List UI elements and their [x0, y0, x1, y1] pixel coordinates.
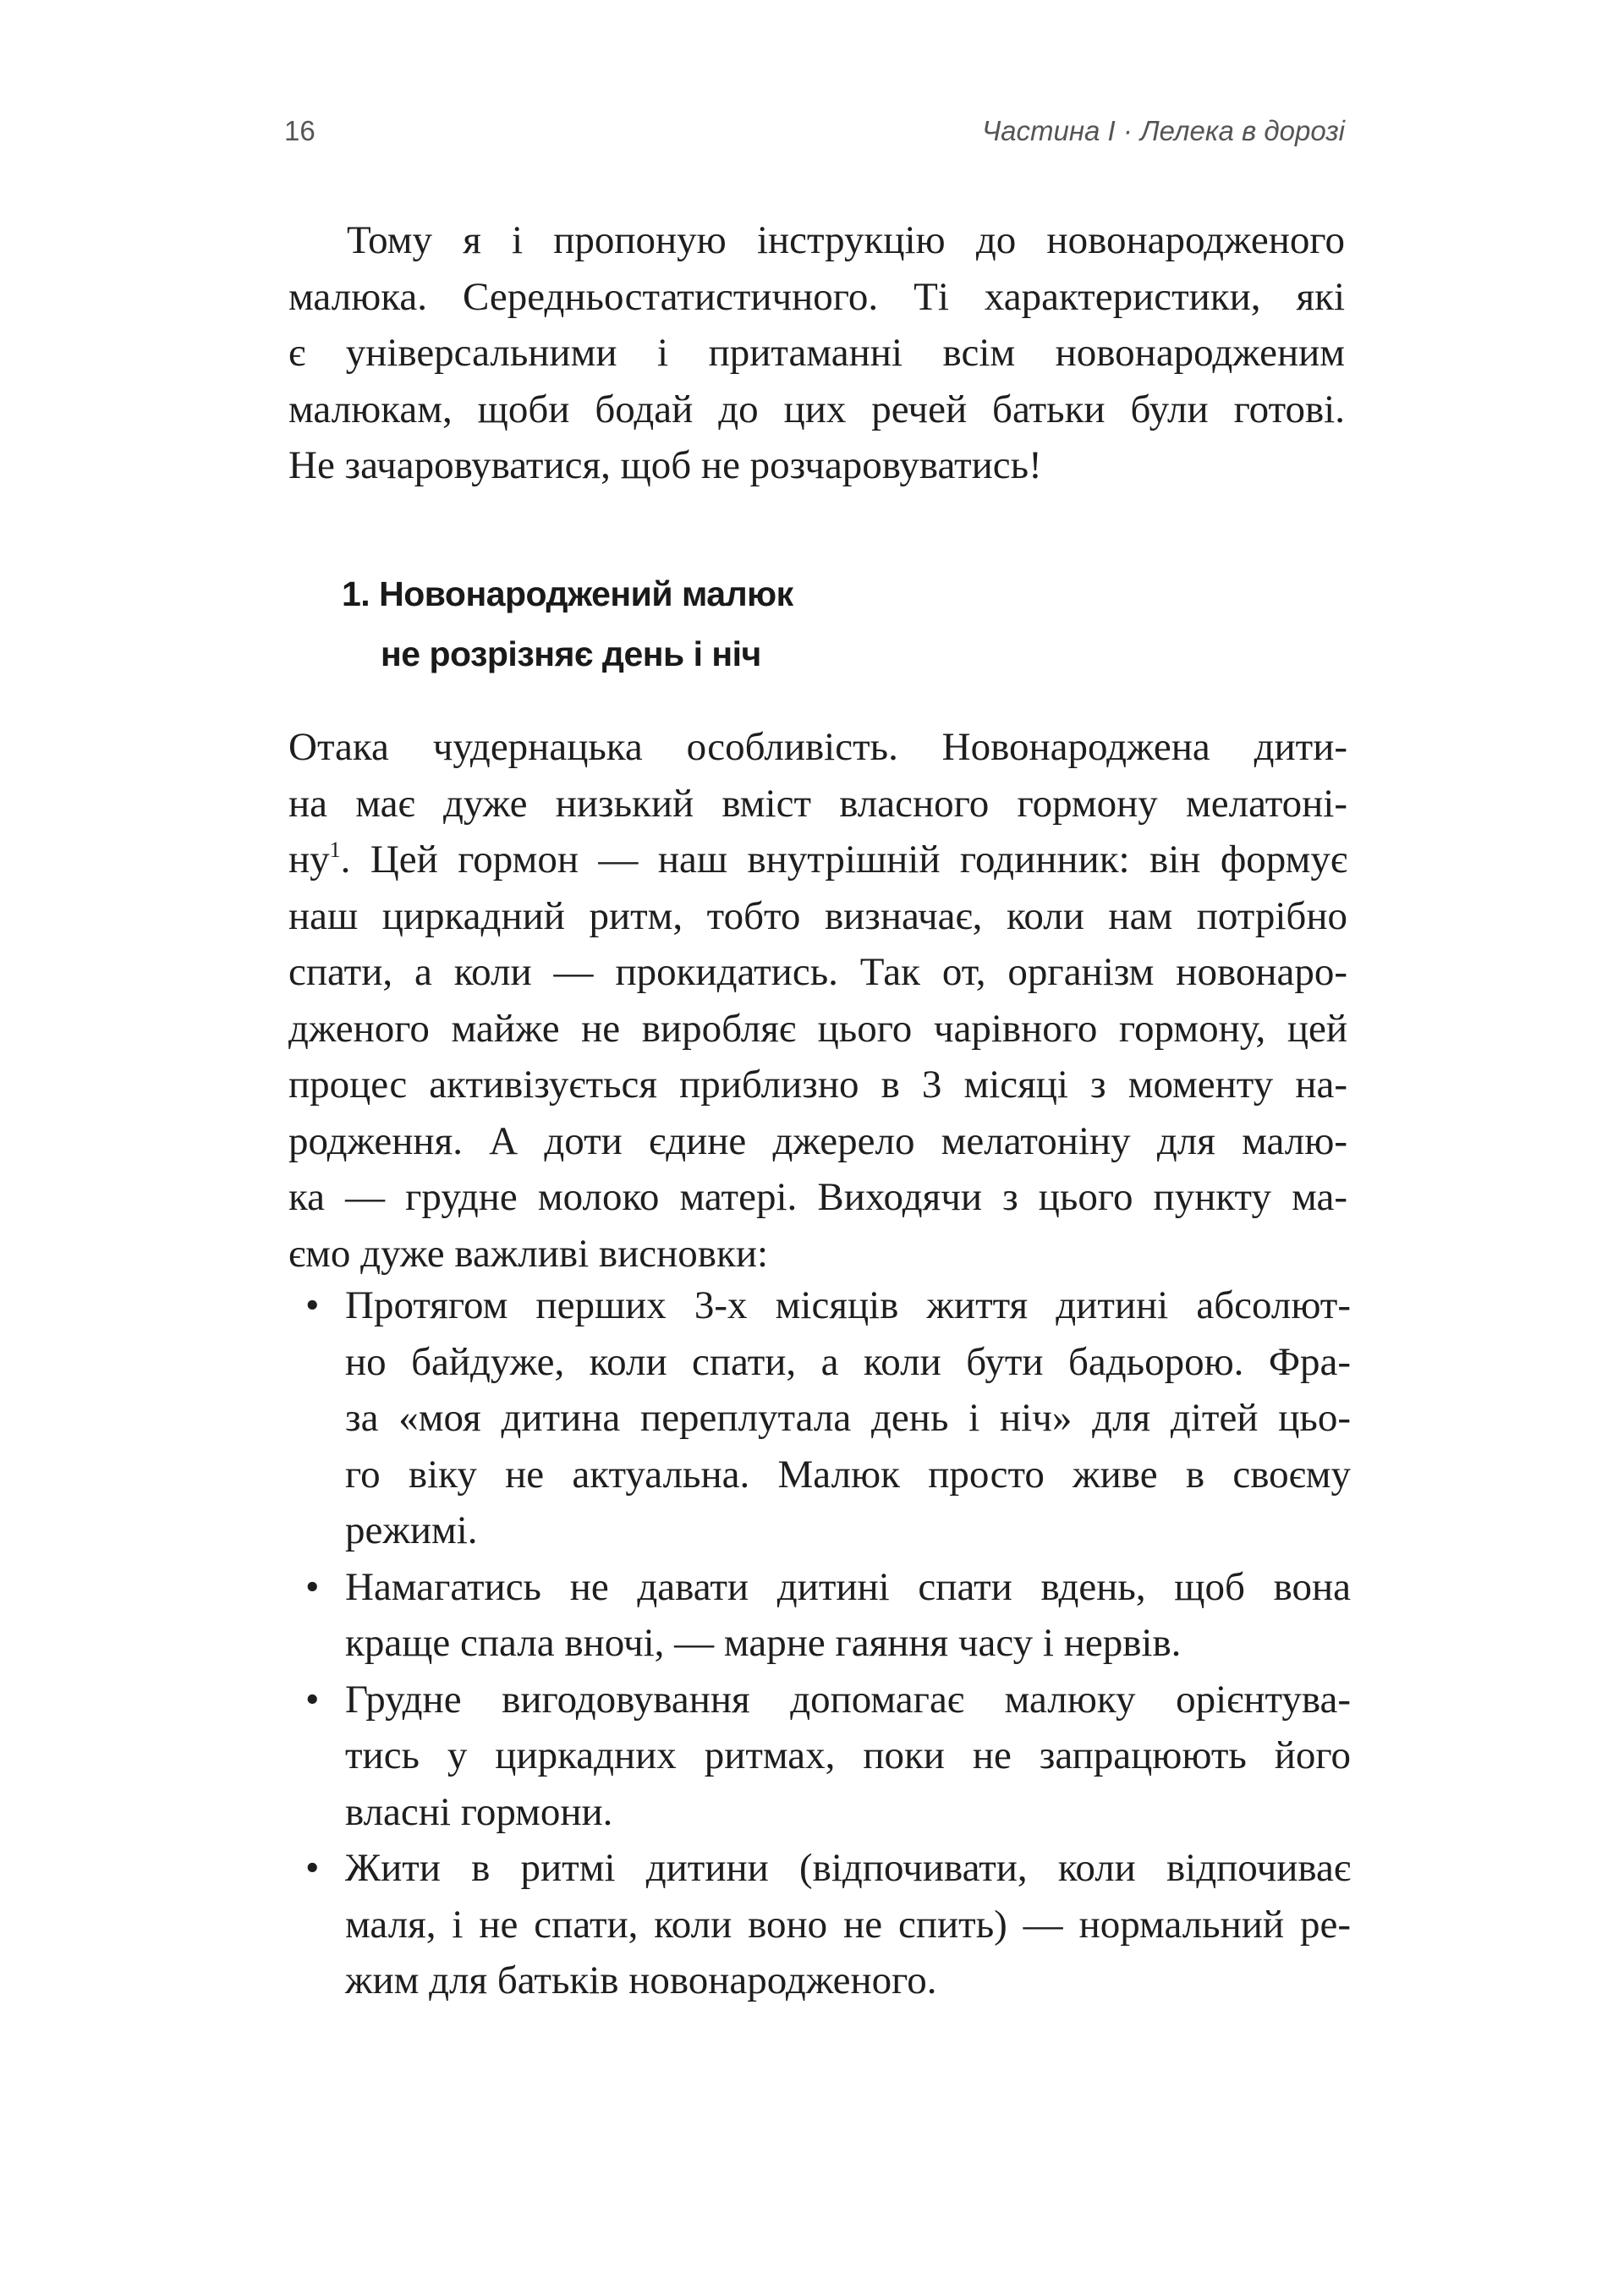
bullet-list [305, 1277, 1351, 2009]
text-line: краще спала вночі, — марне гаяння часу і нервів. [345, 1621, 1182, 1665]
text-line: но байдуже, коли спати, а коли бути бадьорою. Фра- [345, 1339, 1351, 1384]
text-line: Грудне вигодовування допомагає малюку орієнтува- [345, 1677, 1351, 1722]
running-title: Частина І · Лелека в дорозі [981, 115, 1345, 146]
text-segment: ну [288, 838, 330, 882]
body-paragraph [288, 719, 1347, 1282]
text-line: Жити в ритмі дитини (відпочивати, коли відпочиває [345, 1846, 1351, 1890]
text-line: жим для батьків новонародженого. [345, 1958, 937, 2002]
text-line: Отака чудернацька особливість. Новонароджена дити- [288, 725, 1347, 769]
text-line: малюкам, щоби бодай до цих речей батьки були готові. [288, 387, 1345, 431]
list-item [305, 1672, 1351, 1841]
text-line: спати, а коли — прокидатись. Так от, організм новонаро- [288, 950, 1347, 994]
text-line: маля, і не спати, коли воно не спить) — нормальний ре- [345, 1902, 1351, 1947]
text-line: Протягом перших 3-х місяців життя дитині абсолют- [345, 1283, 1351, 1327]
bullet-icon: • [305, 1677, 320, 1722]
text-line: ємо дуже важливі висновки: [288, 1231, 769, 1276]
text-line: Не зачаровуватися, щоб не розчаровуватись! [288, 443, 1042, 487]
page-number: 16 [284, 115, 315, 146]
text-line: ка — грудне молоко матері. Виходячи з цього пункту ма- [288, 1175, 1347, 1219]
text-line: наш циркадний ритм, тобто визначає, коли нам потрібно [288, 893, 1347, 938]
text-line: є універсальними і притаманні всім новонародженим [288, 331, 1345, 375]
footnote-reference: 1 [329, 838, 341, 862]
text-line: процес активізується приблизно в 3 місяці з моменту на- [288, 1063, 1347, 1107]
text-line: тись у циркадних ритмах, поки не запрацюють його [345, 1733, 1351, 1777]
intro-paragraph [288, 212, 1345, 494]
text-line: малюка. Середньостатистичного. Ті характеристики, які [288, 274, 1345, 319]
list-item [305, 1559, 1351, 1672]
text-line: родження. А доти єдине джерело мелатоніну для малю- [288, 1118, 1347, 1163]
bullet-icon: • [305, 1283, 320, 1327]
list-item [305, 1277, 1351, 1559]
text-line: на має дуже низький вміст власного гормону мелатоні- [288, 781, 1347, 826]
text-segment: . Цей гормон — наш внутрішній годинник: він формує [340, 838, 1347, 882]
text-line: режимі. [345, 1508, 478, 1552]
text-line: власні гормони. [345, 1789, 613, 1834]
bullet-icon: • [305, 1846, 320, 1890]
list-item [305, 1840, 1351, 2009]
text-line [288, 832, 1347, 888]
bullet-icon: • [305, 1564, 320, 1609]
text-line: за «моя дитина переплутала день і ніч» для дітей цьо- [345, 1396, 1351, 1440]
text-line: не розрізняє день і ніч [381, 634, 761, 673]
text-line: 1. Новонароджений малюк [342, 574, 793, 613]
text-line: дженого майже не виробляє цього чарівного гормону, цей [288, 1006, 1347, 1051]
section-heading [342, 564, 793, 684]
text-line: Тому я і пропоную інструкцію до новонародженого [347, 218, 1345, 262]
text-line: Намагатись не давати дитині спати вдень, щоб вона [345, 1564, 1351, 1609]
text-line: го віку не актуальна. Малюк просто живе в своєму [345, 1452, 1351, 1497]
